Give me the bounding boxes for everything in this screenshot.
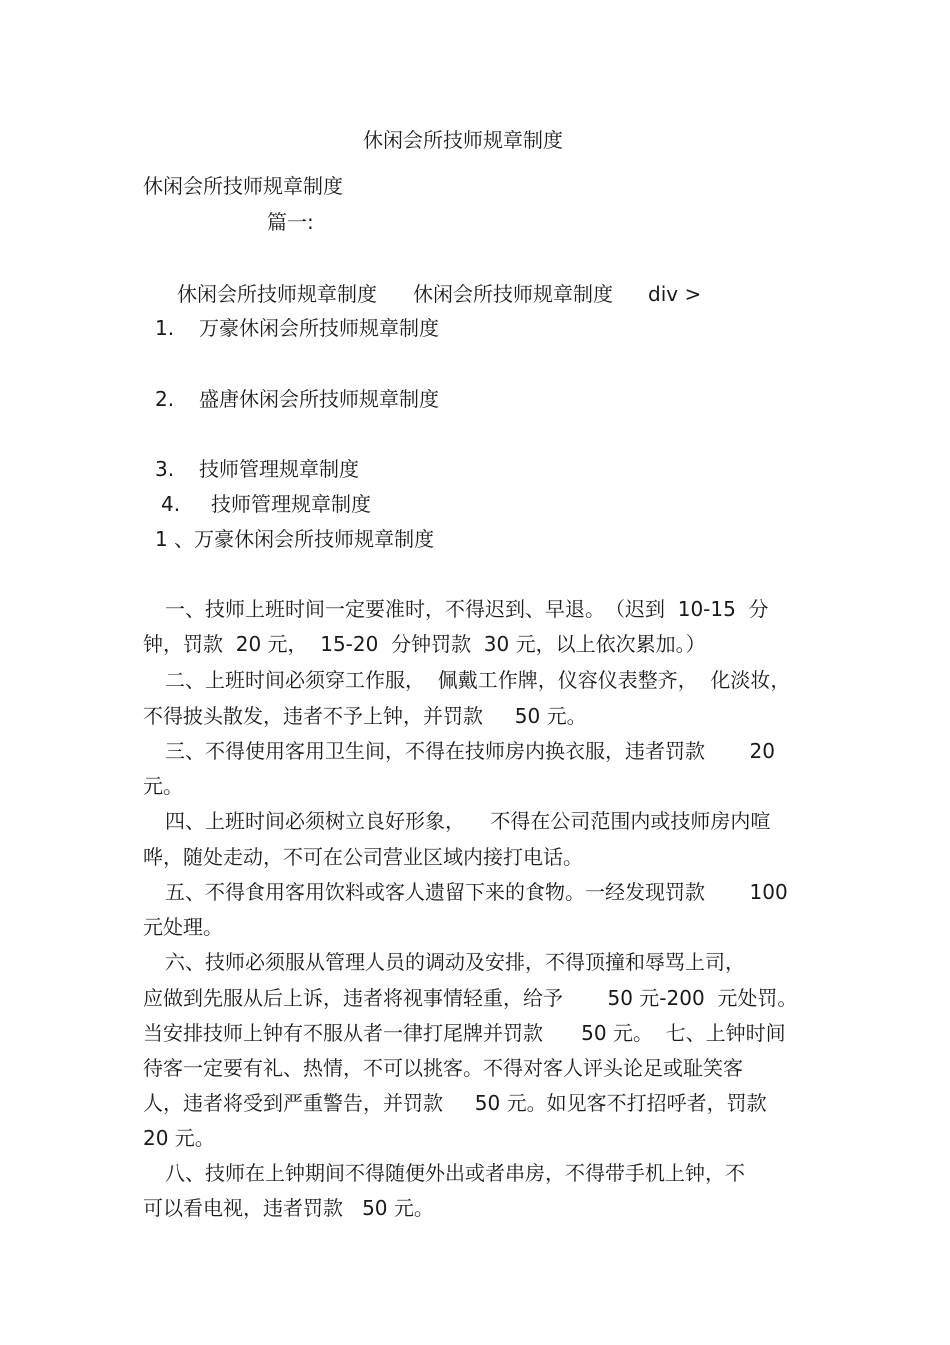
section-label: 篇一:: [267, 210, 314, 234]
toc-number: 4.: [161, 492, 181, 516]
toc-item: 万豪休闲会所技师规章制度: [199, 316, 439, 340]
body-line: 可以看电视，违者罚款 50 元。: [143, 1196, 434, 1220]
body-line: 不得披头散发，违者不予上钟，并罚款 50 元。: [143, 704, 587, 728]
heading-item: div >: [648, 282, 702, 306]
body-line: 四、上班时间必须树立良好形象， 不得在公司范围内或技师房内喧: [165, 809, 771, 833]
toc-item: 技师管理规章制度: [199, 457, 359, 481]
body-line: 元。: [143, 774, 183, 798]
heading-item: 休闲会所技师规章制度: [413, 282, 613, 306]
body-line: 当安排技师上钟有不服从者一律打尾牌并罚款 50 元。 七、上钟时间: [143, 1021, 786, 1045]
toc-number: 3.: [155, 457, 175, 481]
body-line: 待客一定要有礼、热情，不可以挑客。不得对客人评头论足或耻笑客: [143, 1056, 743, 1080]
body-line: 人，违者将受到严重警告，并罚款 50 元。如见客不打招呼者，罚款: [143, 1091, 767, 1115]
section-heading: 1 、万豪休闲会所技师规章制度: [155, 527, 435, 551]
heading-item: 休闲会所技师规章制度: [177, 282, 377, 306]
body-line: 哗，随处走动，不可在公司营业区域内接打电话。: [143, 845, 583, 869]
body-line: 一、技师上班时间一定要准时，不得迟到、早退。 （迟到 10-15 分: [165, 597, 769, 621]
toc-number: 1.: [155, 316, 175, 340]
toc-item: 技师管理规章制度: [211, 492, 371, 516]
body-line: 应做到先服从后上诉，违者将视事情轻重，给予 50 元-200 元处罚。: [143, 986, 798, 1010]
body-line: 六、技师必须服从管理人员的调动及安排，不得顶撞和辱骂上司，: [165, 950, 745, 974]
body-line: 八、技师在上钟期间不得随便外出或者串房，不得带手机上钟，不: [165, 1161, 745, 1185]
document-subtitle: 休闲会所技师规章制度: [143, 174, 343, 198]
body-line: 二、上班时间必须穿工作服， 佩戴工作牌，仪容仪表整齐， 化淡妆，: [165, 668, 791, 692]
document-title: 休闲会所技师规章制度: [363, 128, 563, 152]
toc-number: 2.: [155, 387, 175, 411]
body-line: 钟，罚款 20 元， 15-20 分钟罚款 30 元，以上依次累加。）: [143, 632, 706, 656]
body-line: 元处理。: [143, 915, 223, 939]
body-line: 20 元。: [143, 1126, 215, 1150]
toc-item: 盛唐休闲会所技师规章制度: [199, 387, 439, 411]
body-line: 五、不得食用客用饮料或客人遗留下来的食物。一经发现罚款 100: [165, 880, 788, 904]
body-line: 三、不得使用客用卫生间，不得在技师房内换衣服，违者罚款 20: [165, 739, 775, 763]
